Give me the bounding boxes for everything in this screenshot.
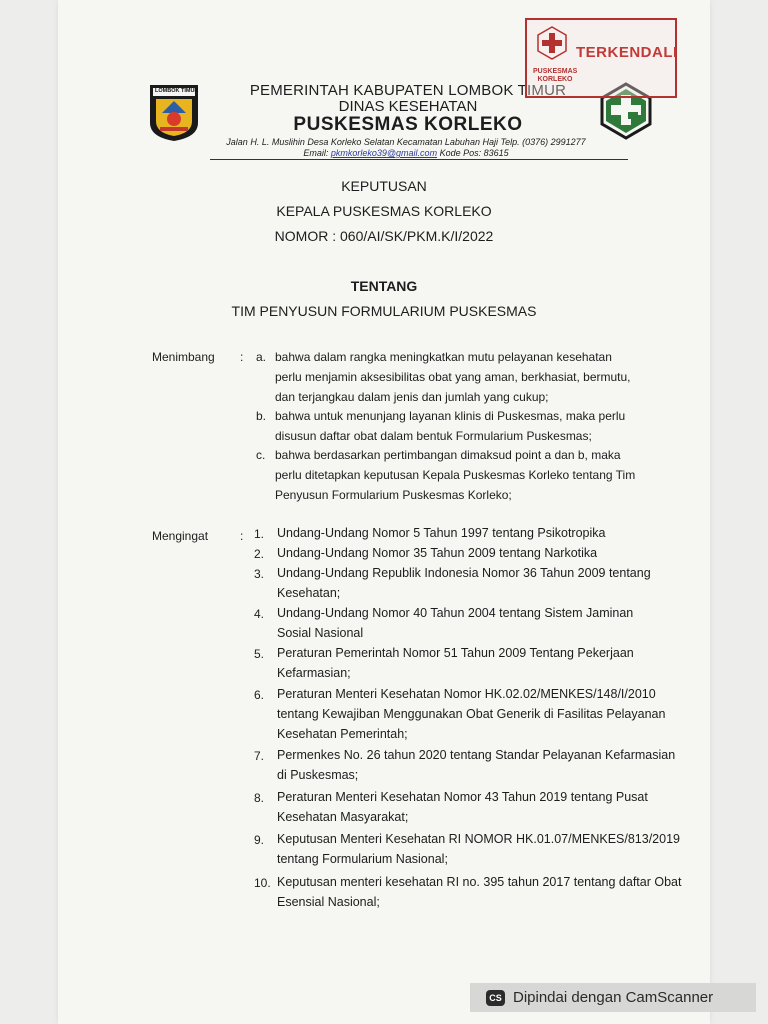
camscanner-badge xyxy=(470,983,756,1012)
mengingat-3-line-2: Kesehatan; xyxy=(277,586,341,600)
menimbang-marker-c: c. xyxy=(256,448,266,462)
mengingat-marker-4: 4. xyxy=(254,607,265,621)
decree-issuer: KEPALA PUSKESMAS KORLEKO xyxy=(276,203,492,219)
camscanner-text: Dipindai dengan CamScanner xyxy=(513,989,714,1006)
mengingat-colon: : xyxy=(240,529,244,543)
menimbang-c-line-2: perlu ditetapkan keputusan Kepala Puskesmas Korleko tentang Tim xyxy=(275,468,636,482)
mengingat-marker-10: 10. xyxy=(254,876,271,890)
lombok-timur-logo xyxy=(148,83,200,143)
email-label: Email: xyxy=(303,148,329,158)
mengingat-9-line-1: Keputusan Menteri Kesehatan RI NOMOR HK.01.07/MENKES/813/2019 xyxy=(277,832,680,846)
menimbang-a-line-3: dan terjangkau dalam jenis dan jumlah yang cukup; xyxy=(275,390,549,404)
mengingat-3-line-1: Undang-Undang Republik Indonesia Nomor 36 Tahun 2009 tentang xyxy=(277,566,651,580)
mengingat-6-line-1: Peraturan Menteri Kesehatan Nomor HK.02.02/MENKES/148/I/2010 xyxy=(277,687,656,701)
mengingat-2-line-1: Undang-Undang Nomor 35 Tahun 2009 tentang Narkotika xyxy=(277,546,598,560)
mengingat-6-line-3: Kesehatan Pemerintah; xyxy=(277,727,408,741)
decree-subject: TIM PENYUSUN FORMULARIUM PUSKESMAS xyxy=(231,303,537,319)
mengingat-10-line-1: Keputusan menteri kesehatan RI no. 395 tahun 2017 tentang daftar Obat xyxy=(277,875,682,889)
camscanner-logo-icon: CS xyxy=(486,990,505,1006)
stamp-cross-icon xyxy=(535,26,569,60)
mengingat-9-line-2: tentang Formularium Nasional; xyxy=(277,852,448,866)
stamp-subtext-1: PUSKESMAS xyxy=(533,68,578,75)
decree-number: NOMOR : 060/AI/SK/PKM.K/I/2022 xyxy=(274,228,494,244)
menimbang-c-line-1: bahwa berdasarkan pertimbangan dimaksud point a dan b, maka xyxy=(275,448,621,462)
mengingat-8-line-2: Kesehatan Masyarakat; xyxy=(277,810,409,824)
mengingat-marker-1: 1. xyxy=(254,527,265,541)
mengingat-marker-3: 3. xyxy=(254,567,265,581)
letterhead-address: Jalan H. L. Muslihin Desa Korleko Selatan Kecamatan Labuhan Haji Telp. (0376) 2991277 xyxy=(226,137,586,147)
decree-about-heading: TENTANG xyxy=(350,278,418,294)
letterhead-department: DINAS KESEHATAN xyxy=(338,98,478,115)
menimbang-marker-a: a. xyxy=(256,350,267,364)
letterhead-puskesmas: PUSKESMAS KORLEKO xyxy=(293,114,523,135)
mengingat-6-line-2: tentang Kewajiban Menggunakan Obat Generik di Fasilitas Pelayanan xyxy=(277,707,666,721)
menimbang-a-line-2: perlu menjamin aksesibilitas obat yang aman, berkhasiat, bermutu, xyxy=(275,370,631,384)
terkendali-stamp xyxy=(525,18,677,98)
menimbang-colon: : xyxy=(240,350,244,364)
mengingat-4-line-2: Sosial Nasional xyxy=(277,626,364,640)
mengingat-marker-9: 9. xyxy=(254,833,265,847)
mengingat-label: Mengingat xyxy=(152,529,209,543)
email-link[interactable]: pkmkorleko39@gmail.com xyxy=(330,148,438,158)
letterhead-government: PEMERINTAH KABUPATEN LOMBOK TIMUR xyxy=(249,82,567,99)
mengingat-7-line-1: Permenkes No. 26 tahun 2020 tentang Standar Pelayanan Kefarmasian xyxy=(277,748,676,762)
mengingat-8-line-1: Peraturan Menteri Kesehatan Nomor 43 Tahun 2019 tentang Pusat xyxy=(277,790,648,804)
stamp-text: TERKENDALI xyxy=(576,44,678,61)
menimbang-b-line-1: bahwa untuk menunjang layanan klinis di Puskesmas, maka perlu xyxy=(275,409,626,423)
mengingat-7-line-2: di Puskesmas; xyxy=(277,768,359,782)
postal-code: Kode Pos: 83615 xyxy=(439,148,509,158)
menimbang-c-line-3: Penyusun Formularium Puskesmas Korleko; xyxy=(275,488,512,502)
letterhead-divider xyxy=(210,159,628,160)
menimbang-a-line-1: bahwa dalam rangka meningkatkan mutu pelayanan kesehatan xyxy=(275,350,612,364)
menimbang-marker-b: b. xyxy=(256,409,267,423)
letterhead-contact xyxy=(196,148,616,158)
mengingat-1-line-1: Undang-Undang Nomor 5 Tahun 1997 tentang Psikotropika xyxy=(277,526,606,540)
mengingat-5-line-1: Peraturan Pemerintah Nomor 51 Tahun 2009 Tentang Pekerjaan xyxy=(277,646,634,660)
mengingat-4-line-1: Undang-Undang Nomor 40 Tahun 2004 tentang Sistem Jaminan xyxy=(277,606,634,620)
mengingat-marker-5: 5. xyxy=(254,647,265,661)
mengingat-marker-8: 8. xyxy=(254,791,265,805)
mengingat-marker-7: 7. xyxy=(254,749,265,763)
menimbang-label: Menimbang xyxy=(152,350,215,364)
logo-label: LOMBOK TIMUR xyxy=(155,88,199,94)
mengingat-marker-6: 6. xyxy=(254,688,265,702)
mengingat-marker-2: 2. xyxy=(254,547,265,561)
menimbang-b-line-2: disusun daftar obat dalam bentuk Formularium Puskesmas; xyxy=(275,429,592,443)
mengingat-10-line-2: Esensial Nasional; xyxy=(277,895,380,909)
stamp-subtext-2: KORLEKO xyxy=(537,76,573,83)
mengingat-5-line-2: Kefarmasian; xyxy=(277,666,351,680)
decree-heading: KEPUTUSAN xyxy=(341,178,427,194)
